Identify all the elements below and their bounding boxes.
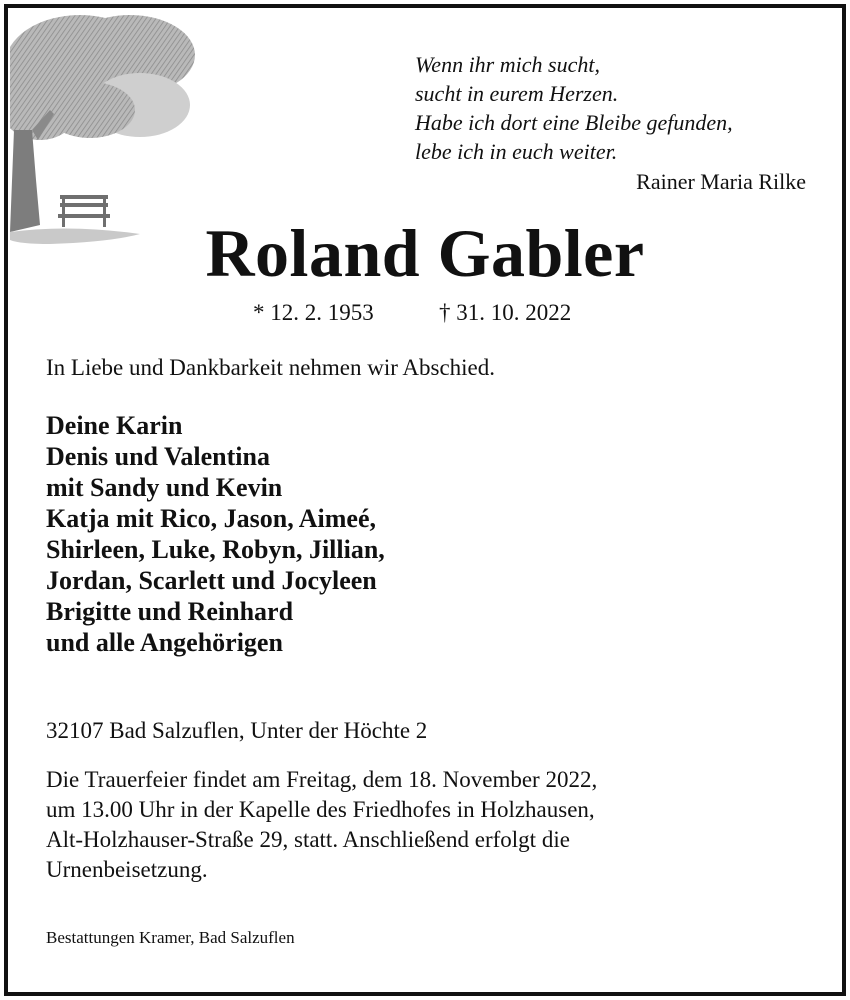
mourner-line: Brigitte und Reinhard	[46, 597, 294, 626]
mourner-line: Deine Karin	[46, 411, 183, 440]
poem-line: sucht in eurem Herzen.	[415, 81, 619, 106]
ceremony-line: um 13.00 Uhr in der Kapelle des Friedhofes in Holzhausen,	[46, 797, 595, 822]
mourner-line: Jordan, Scarlett und Jocyleen	[46, 566, 377, 595]
death-date: † 31. 10. 2022	[439, 300, 572, 325]
ceremony-info	[46, 765, 597, 885]
mourner-line: Shirleen, Luke, Robyn, Jillian,	[46, 535, 385, 564]
poem	[415, 50, 815, 166]
mourners-list	[46, 410, 385, 658]
poem-line: lebe ich in euch weiter.	[415, 139, 618, 164]
mourner-line: Katja mit Rico, Jason, Aimeé,	[46, 504, 377, 533]
poem-line: Wenn ihr mich sucht,	[415, 52, 600, 77]
mourner-line: mit Sandy und Kevin	[46, 473, 283, 502]
farewell-text: In Liebe und Dankbarkeit nehmen wir Abschied.	[46, 355, 496, 380]
mourner-line: Denis und Valentina	[46, 442, 270, 471]
ceremony-line: Die Trauerfeier findet am Freitag, dem 18. November 2022,	[46, 767, 598, 792]
ceremony-line: Alt-Holzhauser-Straße 29, statt. Anschließend erfolgt die	[46, 827, 570, 852]
tree-icon	[10, 15, 195, 232]
poem-line: Habe ich dort eine Bleibe gefunden,	[415, 110, 733, 135]
poem-author: Rainer Maria Rilke	[636, 169, 806, 194]
deceased-name: Roland Gabler	[205, 215, 645, 291]
undertaker-credit: Bestattungen Kramer, Bad Salzuflen	[46, 928, 295, 947]
mourner-line: und alle Angehörigen	[46, 628, 283, 657]
family-address: 32107 Bad Salzuflen, Unter der Höchte 2	[46, 718, 428, 743]
ceremony-line: Urnenbeisetzung.	[46, 857, 208, 882]
birth-date: * 12. 2. 1953	[253, 300, 374, 325]
